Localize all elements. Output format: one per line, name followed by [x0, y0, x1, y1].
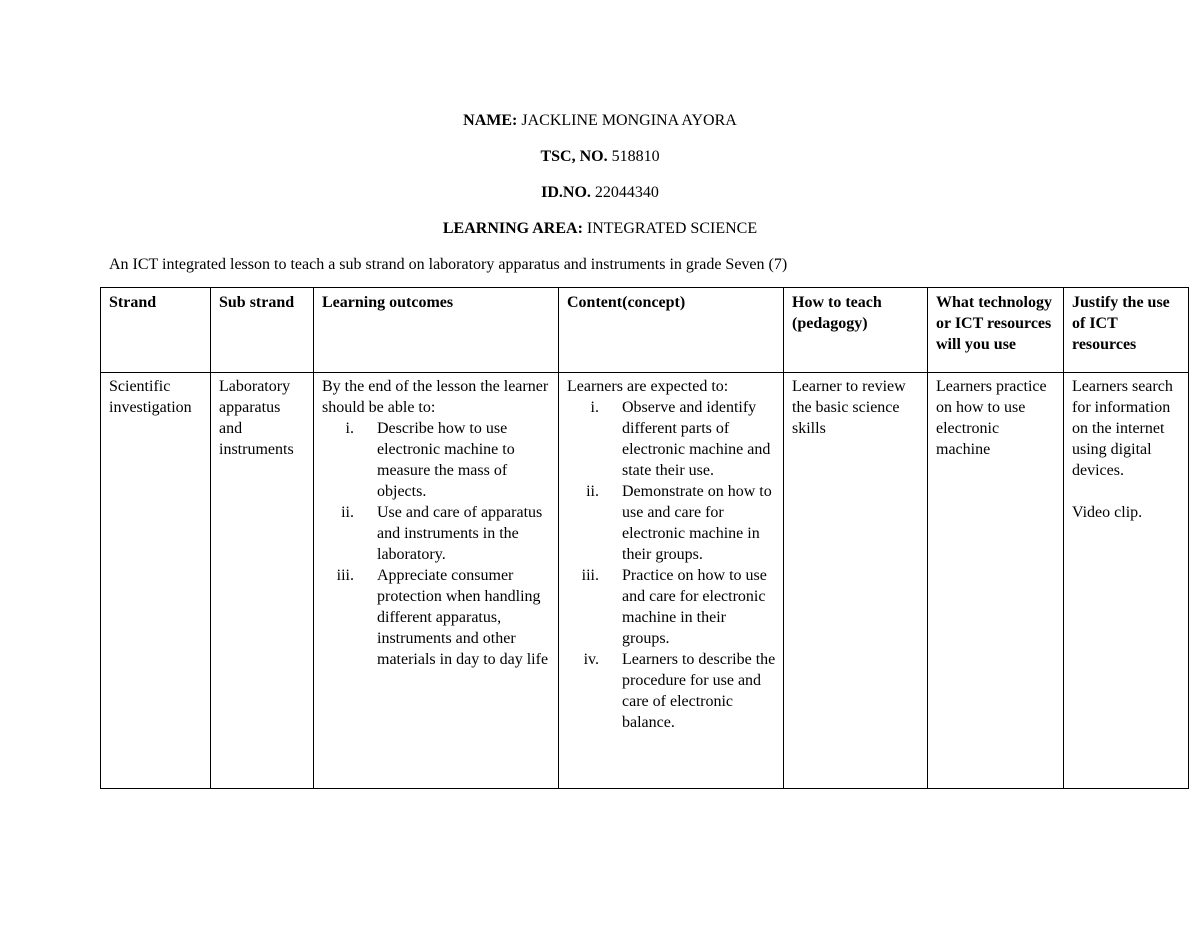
lesson-table [100, 287, 1189, 789]
list-item [567, 481, 776, 565]
list-item [567, 649, 776, 733]
list-item-text: Use and care of apparatus and instruments in the laboratory. [377, 504, 543, 563]
list-item [567, 565, 776, 649]
column-header-pedagogy: How to teach (pedagogy) [784, 288, 928, 373]
intro-text: An ICT integrated lesson to teach a sub strand on laboratory apparatus and instruments in grade Seven (7) [109, 256, 788, 273]
column-header-justify: Justify the use of ICT resources [1064, 288, 1189, 373]
id-value: 22044340 [590, 184, 659, 201]
list-item [322, 565, 551, 670]
tsc-label: TSC, NO. [540, 148, 608, 165]
list-number: ii. [586, 483, 599, 500]
name-line [0, 111, 1200, 131]
list-number: iii. [336, 567, 354, 584]
column-header-learning-outcomes: Learning outcomes [314, 288, 559, 373]
pedagogy-cell: Learner to review the basic science skills [784, 373, 928, 789]
name-label: NAME: [463, 112, 518, 129]
list-item-text: Practice on how to use and care for electronic machine in their groups. [622, 567, 767, 647]
content-list [567, 397, 776, 733]
tsc-value: 518810 [607, 148, 660, 165]
column-header-ict-resources: What technology or ICT resources will you use [928, 288, 1064, 373]
outcomes-list [322, 418, 551, 670]
list-item-text: Observe and identify different parts of electronic machine and state their use. [622, 399, 771, 479]
justify-video-clip: Video clip. [1072, 504, 1143, 521]
ict-resources-cell: Learners practice on how to use electronic machine [928, 373, 1064, 789]
list-item [322, 502, 551, 565]
list-item-text: Appreciate consumer protection when handling different apparatus, instruments and other materials in day to day life [377, 567, 549, 668]
column-header-content: Content(concept) [559, 288, 784, 373]
strand-cell: Scientific investigation [101, 373, 211, 789]
table-row [101, 373, 1189, 789]
content-intro: Learners are expected to: [567, 378, 729, 395]
column-header-sub-strand: Sub strand [211, 288, 314, 373]
list-item-text: Demonstrate on how to use and care for electronic machine in their groups. [622, 483, 772, 563]
list-number: i. [590, 399, 599, 416]
learning-area-value: INTEGRATED SCIENCE [582, 220, 758, 237]
list-item [322, 418, 551, 502]
id-line [0, 183, 1200, 203]
table-header-row [101, 288, 1189, 373]
list-item [567, 397, 776, 481]
list-number: ii. [341, 504, 354, 521]
justify-text: Learners search for information on the internet using digital devices. [1072, 378, 1173, 479]
list-number: i. [345, 420, 354, 437]
column-header-strand: Strand [101, 288, 211, 373]
list-number: iv. [583, 651, 599, 668]
tsc-line [0, 147, 1200, 167]
name-value: JACKLINE MONGINA AYORA [517, 112, 737, 129]
learning-outcomes-cell [314, 373, 559, 789]
justify-cell [1064, 373, 1189, 789]
outcomes-intro: By the end of the lesson the learner should be able to: [322, 378, 549, 416]
learning-area-label: LEARNING AREA: [442, 220, 583, 237]
list-item-text: Learners to describe the procedure for use and care of electronic balance. [622, 651, 776, 731]
learning-area-line [0, 219, 1200, 239]
list-item-text: Describe how to use electronic machine to measure the mass of objects. [377, 420, 515, 500]
content-cell [559, 373, 784, 789]
list-number: iii. [581, 567, 599, 584]
sub-strand-cell: Laboratory apparatus and instruments [211, 373, 314, 789]
id-label: ID.NO. [541, 184, 591, 201]
